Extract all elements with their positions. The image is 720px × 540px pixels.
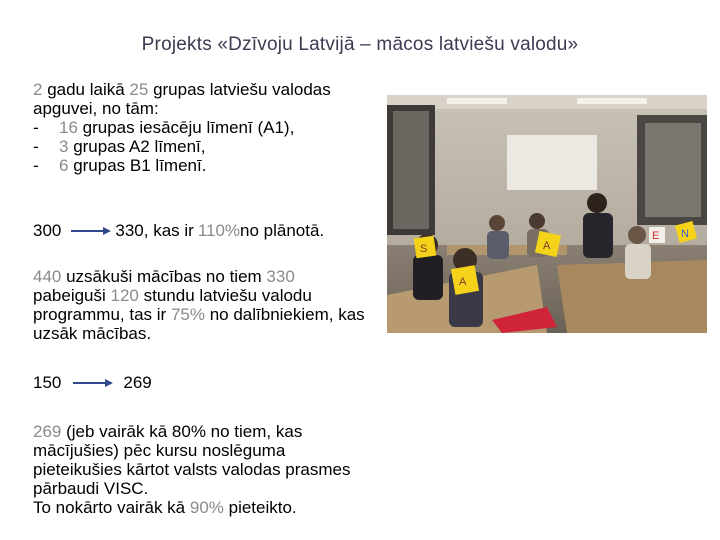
list-item [33, 118, 363, 137]
groups-intro [33, 80, 363, 118]
list-text: grupas B1 līmenī. [68, 156, 207, 175]
list-text: grupas iesācēju līmenī (A1), [77, 118, 295, 137]
registered-number: 269 [33, 422, 62, 441]
list-number: 16 [59, 118, 78, 137]
list-number: 6 [59, 156, 69, 175]
intro-text-2: grupas latviešu valodas apguvei, no tām: [33, 80, 331, 118]
groups-summary [33, 80, 363, 175]
pass-percent: 90% [189, 498, 224, 517]
from-value: 150 [33, 373, 62, 392]
finished-number: 330 [266, 267, 295, 286]
completion-summary [33, 267, 368, 343]
intro-text-1: gadu laikā [42, 80, 130, 99]
sign-letter: N [681, 228, 689, 240]
classroom-photo [387, 95, 707, 333]
list-item [33, 156, 363, 175]
exam-summary [33, 422, 363, 517]
sign-letter: A [459, 276, 467, 288]
completion-text-1: uzsākuši mācības no tiem [61, 267, 267, 286]
sign-letter: E [652, 230, 660, 242]
completion-text-4: no dalībniekiem, kas uzsāk mācības. [33, 305, 365, 343]
exam-text-1: (jeb vairāk kā 80% no tiem, kas mācījušies) pēc kursu noslēguma pieteikušies kārtot valsts valodas prasmes pārbaudi VISC. [33, 422, 351, 498]
hours-number: 120 [110, 286, 139, 305]
growth-text-2: no plānotā. [240, 221, 325, 240]
exam-paragraph [33, 422, 363, 498]
slide-title: Projekts «Dzīvoju Latvijā – mācos latviešu valodu» [141, 34, 579, 55]
completion-text-3: stundu latviešu valodu programmu, tas ir [33, 286, 312, 324]
exam-text-2: To nokārto vairāk kā [33, 498, 190, 517]
list-item [33, 137, 363, 156]
dash: - [33, 118, 39, 137]
list-number: 3 [59, 137, 69, 156]
list-text: grupas A2 līmenī, [68, 137, 206, 156]
right-arrow-icon [71, 221, 111, 240]
growth-percent: 110% [197, 221, 241, 240]
sign-letter: S [420, 243, 428, 255]
exam-result-line [33, 498, 363, 517]
groups-number: 25 [129, 80, 149, 99]
participants-growth-line [33, 221, 383, 240]
started-number: 440 [33, 267, 62, 286]
exam-growth-line [33, 373, 233, 392]
completion-percent: 75% [170, 305, 205, 324]
to-value: 330 [115, 221, 144, 240]
to-value: 269 [123, 373, 152, 392]
years-number: 2 [33, 80, 43, 99]
right-arrow-icon [73, 373, 113, 392]
exam-text-3: pieteikto. [223, 498, 297, 517]
dash: - [33, 156, 39, 175]
completion-text-2: pabeiguši [33, 286, 111, 305]
dash: - [33, 137, 39, 156]
from-value: 300 [33, 221, 62, 240]
sign-letter: A [543, 240, 551, 252]
growth-text-1: , kas ir [143, 221, 194, 240]
